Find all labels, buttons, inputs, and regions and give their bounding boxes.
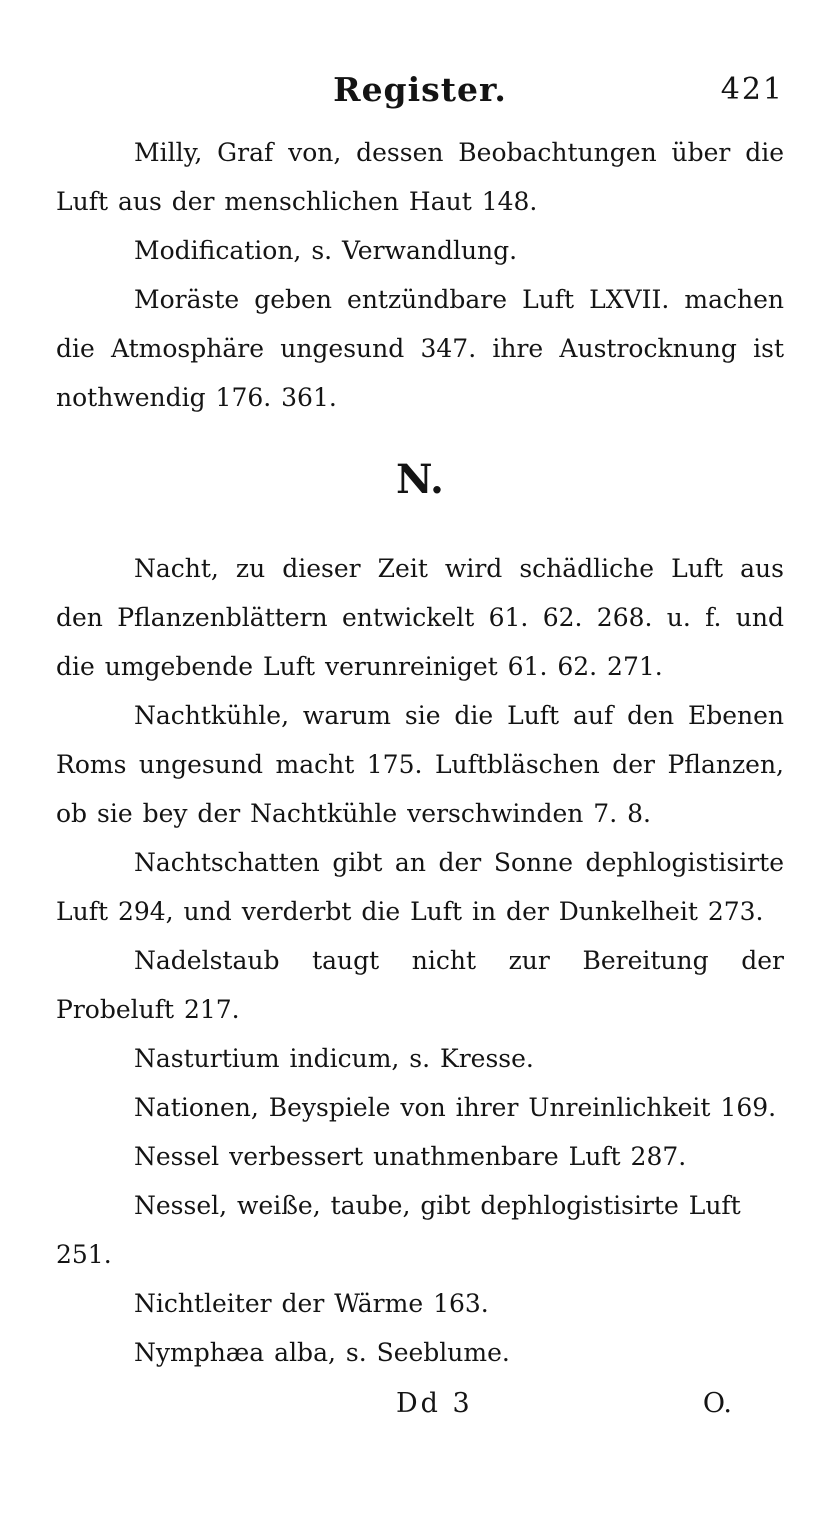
entry-nichtleiter: Nichtleiter der Wärme 163. bbox=[134, 1289, 489, 1318]
entry-moraeste: Moräste geben entzündbare Luft LXVII. machen die Atmosphäre ungesund 347. ihre Austrocknung ist nothwendig 176. 361. bbox=[56, 285, 784, 412]
entry-nationen: Nationen, Beyspiele von ihrer Unreinlichkeit 169. bbox=[134, 1093, 777, 1122]
catchword: O. bbox=[702, 1388, 732, 1419]
entry-nadelstaub: Nadelstaub taugt nicht zur Bereitung der Probeluft 217. bbox=[56, 946, 784, 1024]
entry-nymphaea: Nymphæa alba, s. Seeblume. bbox=[134, 1338, 510, 1367]
register-content bbox=[56, 128, 784, 1377]
footer bbox=[56, 1388, 784, 1428]
entry-nachtkuehle: Nachtkühle, warum sie die Luft auf den Ebenen Roms ungesund macht 175. Luftbläschen der Pflanzen, ob sie bey der Nachtkühle verschwinden 7. 8. bbox=[56, 701, 784, 828]
entry-modification: Modification, s. Verwandlung. bbox=[134, 236, 518, 265]
entry-nacht: Nacht, zu dieser Zeit wird schädliche Luft aus den Pflanzenblättern entwickelt 61. 62. 268. u. f. und die umgebende Luft verunreiniget 61. 62. 271. bbox=[56, 554, 784, 681]
running-title: Register. bbox=[333, 70, 507, 109]
running-head bbox=[56, 70, 784, 114]
entry-nessel-weisse: Nessel, weiße, taube, gibt dephlogistisirte Luft 251. bbox=[56, 1191, 741, 1269]
entry-nessel: Nessel verbessert unathmenbare Luft 287. bbox=[134, 1142, 687, 1171]
printer-signature: Dd 3 bbox=[396, 1388, 473, 1419]
page-number: 421 bbox=[720, 72, 784, 107]
entry-nachtschatten: Nachtschatten gibt an der Sonne dephlogistisirte Luft 294, und verderbt die Luft in der Dunkelheit 273. bbox=[56, 848, 784, 926]
section-letter-n: N. bbox=[396, 456, 444, 503]
entry-milly: Milly, Graf von, dessen Beobachtungen über die Luft aus der menschlichen Haut 148. bbox=[56, 138, 784, 216]
entry-nasturtium: Nasturtium indicum, s. Kresse. bbox=[134, 1044, 534, 1073]
